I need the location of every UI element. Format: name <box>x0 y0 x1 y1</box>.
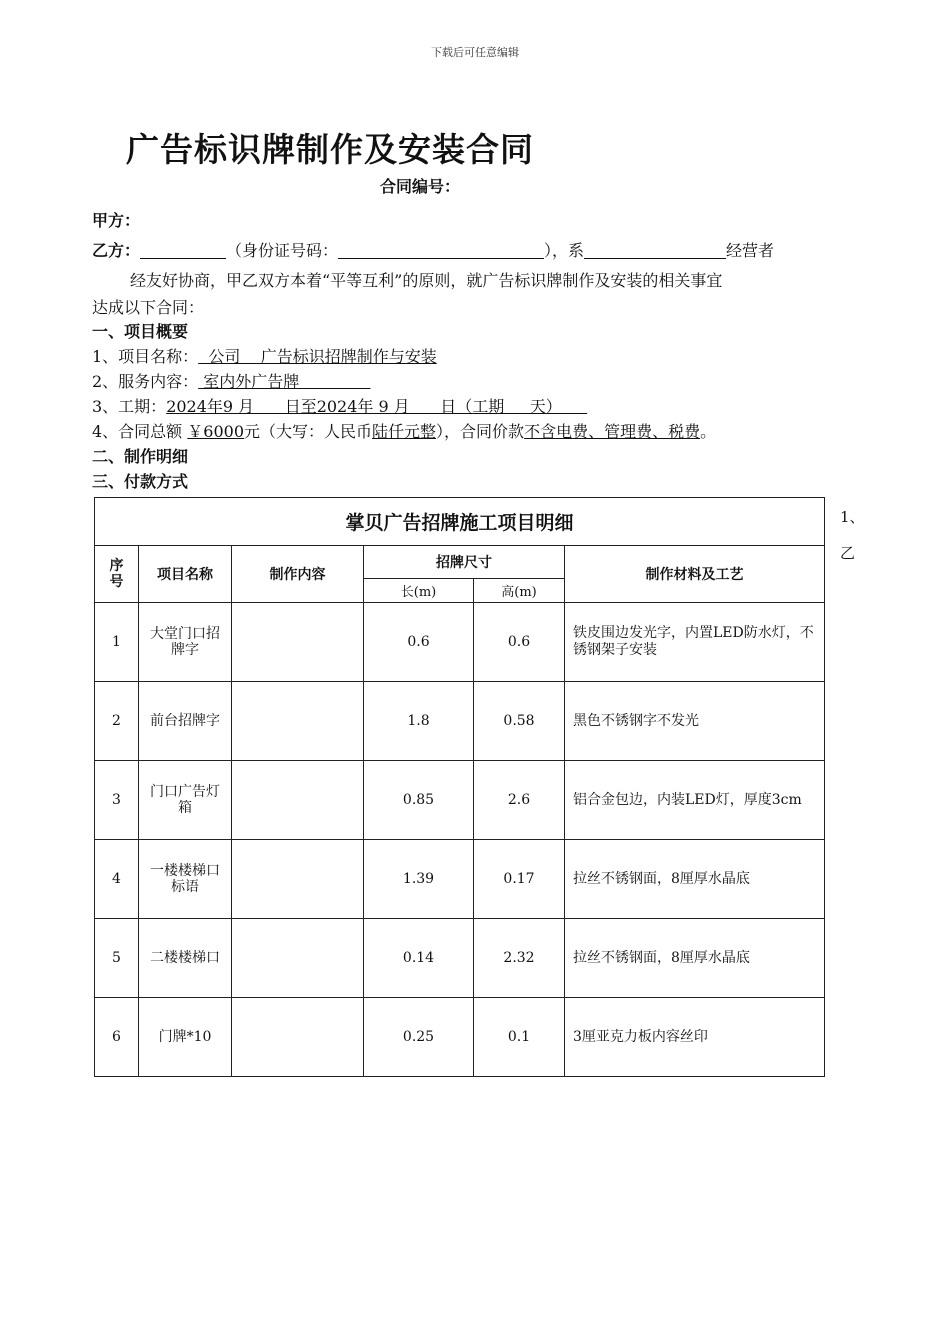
row-length: 0.14 <box>364 919 474 998</box>
document-title: 广告标识牌制作及安装合同 <box>126 130 534 169</box>
row-seq: 5 <box>95 919 139 998</box>
row-seq: 3 <box>95 761 139 840</box>
row-material: 铁皮围边发光字，内置LED防水灯，不锈钢架子安装 <box>565 603 825 682</box>
item-2-value: 室内外广告牌 <box>198 372 371 391</box>
row-seq: 6 <box>95 998 139 1077</box>
row-height: 0.58 <box>474 682 565 761</box>
amount-in-words: 陆仟元整 <box>372 422 437 441</box>
item-1-value: 公司 广告标识招牌制作与安装 <box>198 347 437 366</box>
side-text-2: 乙 <box>840 544 856 562</box>
row-material: 拉丝不锈钢面，8厘厚水晶底 <box>565 840 825 919</box>
row-name: 一楼楼梯口标语 <box>139 840 232 919</box>
row-height: 2.32 <box>474 919 565 998</box>
row-length: 0.25 <box>364 998 474 1077</box>
header-name: 项目名称 <box>139 546 232 603</box>
item-1 <box>92 344 437 367</box>
header-seq: 序号 <box>95 546 139 603</box>
table-row <box>95 761 825 840</box>
row-material: 3厘亚克力板内容丝印 <box>565 998 825 1077</box>
party-b-name-blank[interactable] <box>140 242 226 259</box>
item-3 <box>92 394 587 417</box>
header-note: 下载后可任意编辑 <box>431 46 519 59</box>
row-content <box>232 919 364 998</box>
table-row <box>95 603 825 682</box>
table-title: 掌贝广告招牌施工项目明细 <box>95 498 825 546</box>
item-3-value: 2024年9 月 日至2024年 9 月 日（工期 天） <box>166 397 588 416</box>
side-text-1: 1、 <box>840 508 865 526</box>
party-b-business-blank[interactable] <box>584 242 726 259</box>
party-b-id-blank[interactable] <box>338 242 544 259</box>
row-length: 1.39 <box>364 840 474 919</box>
intro-line-1: 经友好协商，甲乙双方本着“平等互利”的原则，就广告标识牌制作及安装的相关事宜 <box>130 271 723 290</box>
row-content <box>232 603 364 682</box>
row-content <box>232 682 364 761</box>
party-b-line <box>92 238 774 261</box>
party-b-close: ），系 <box>544 241 585 260</box>
contract-amount: ￥6000 <box>187 422 245 441</box>
header-length: 长(m) <box>364 579 474 603</box>
row-name: 门牌*10 <box>139 998 232 1077</box>
row-height: 0.17 <box>474 840 565 919</box>
row-length: 0.6 <box>364 603 474 682</box>
party-b-id-label: （身份证号码： <box>226 241 339 260</box>
row-height: 2.6 <box>474 761 565 840</box>
row-material: 拉丝不锈钢面，8厘厚水晶底 <box>565 919 825 998</box>
header-content: 制作内容 <box>232 546 364 603</box>
party-b-label: 乙方： <box>92 241 141 260</box>
row-material: 铝合金包边，内装LED灯，厚度3cm <box>565 761 825 840</box>
section-3-heading: 三、付款方式 <box>92 472 189 491</box>
item-1-label: 1、项目名称： <box>92 347 199 366</box>
item-3-label: 3、工期： <box>92 397 167 416</box>
header-size: 招牌尺寸 <box>364 546 565 579</box>
row-seq: 1 <box>95 603 139 682</box>
table-row <box>95 998 825 1077</box>
table-row <box>95 840 825 919</box>
table-row <box>95 682 825 761</box>
header-height: 高(m) <box>474 579 565 603</box>
row-name: 大堂门口招牌字 <box>139 603 232 682</box>
item-4 <box>92 419 716 442</box>
row-name: 前台招牌字 <box>139 682 232 761</box>
project-detail-table <box>94 497 825 1077</box>
item-4-label: 4、合同总额 <box>92 422 183 441</box>
row-name: 二楼楼梯口 <box>139 919 232 998</box>
item-2-label: 2、服务内容： <box>92 372 199 391</box>
section-2-heading: 二、制作明细 <box>92 447 189 466</box>
header-material: 制作材料及工艺 <box>565 546 825 603</box>
row-content <box>232 761 364 840</box>
table-row <box>95 919 825 998</box>
row-height: 0.6 <box>474 603 565 682</box>
row-name: 门口广告灯箱 <box>139 761 232 840</box>
row-length: 1.8 <box>364 682 474 761</box>
row-content <box>232 840 364 919</box>
contract-number-label: 合同编号： <box>380 177 461 196</box>
row-seq: 2 <box>95 682 139 761</box>
row-length: 0.85 <box>364 761 474 840</box>
intro-line-2: 达成以下合同： <box>92 298 205 317</box>
item-4-mid: 元（大写：人民币 <box>244 422 373 441</box>
row-content <box>232 998 364 1077</box>
section-1-heading: 一、项目概要 <box>92 322 189 341</box>
row-material: 黑色不锈钢字不发光 <box>565 682 825 761</box>
item-4-after: ），合同价款 <box>436 422 525 441</box>
row-height: 0.1 <box>474 998 565 1077</box>
item-4-end: 。 <box>700 422 717 441</box>
item-2 <box>92 369 370 392</box>
price-exclusions: 不含电费、管理费、税费 <box>524 422 701 441</box>
party-b-role: 经营者 <box>726 241 775 260</box>
party-a-label: 甲方： <box>92 211 141 230</box>
row-seq: 4 <box>95 840 139 919</box>
